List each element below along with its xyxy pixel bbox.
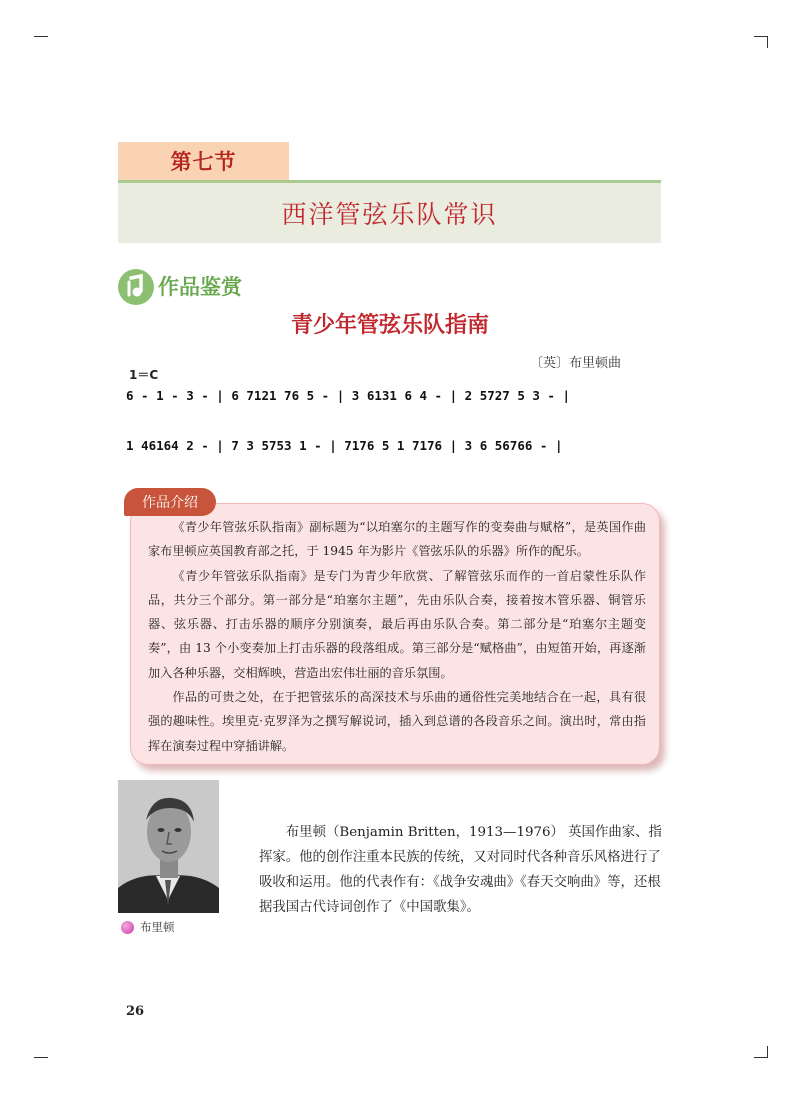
crop-mark [34, 1057, 48, 1058]
intro-tab-label: 作品介绍 [124, 488, 216, 516]
intro-paragraph: 《青少年管弦乐队指南》是专门为青少年欣赏、了解管弦乐而作的一首启蒙性乐队作品，共分三个部分。第一部分是“珀塞尔主题”，先由乐队合奏，接着按木管乐器、铜管乐器、弦乐器、打击乐器的顺序分别演奏，最后再由乐队合奏。第二部分是“珀塞尔主题变奏”，由 13 个小变奏加上打击乐器的段落组成。第三部分是“赋格曲”，由短笛开始，再逐渐加入各种乐器，交相辉映，营造出宏伟壮丽的音乐氛围。 [148, 568, 646, 680]
key-signature: 1＝C [129, 368, 159, 382]
crop-mark [754, 36, 768, 37]
intro-paragraph: 作品的可贵之处，在于把管弦乐的高深技术与乐曲的通俗性完美地结合在一起，具有很强的趣味性。埃里克·克罗泽为之撰写解说词，插入到总谱的各段音乐之间。演出时，常由指挥在演奏过程中穿插讲解。 [148, 690, 646, 753]
intro-text [148, 515, 646, 758]
bio-paragraph: 布里顿（Benjamin Britten，1913—1976） 英国作曲家、指挥家。他的创作注重本民族的传统，又对同时代各种音乐风格进行了吸收和运用。他的代表作有：《战争安魂曲》《春天交响曲》等，还根据我国古代诗词创作了《中国歌集》。 [259, 825, 662, 915]
score-line-2: 1 46164 2 - | 7 3 5753 1 - | 7176 5 1 7176 | 3 6 56766 - | [126, 438, 563, 453]
caption-bullet-icon [121, 921, 134, 934]
crop-mark [754, 1057, 768, 1058]
section-number: 第七节 [118, 142, 289, 180]
score-line-1: 6 - 1 - 3 - | 6 7121 76 5 - | 3 6131 6 4 - | 2 5727 5 3 - | [126, 388, 571, 403]
appreciation-label: 作品鉴赏 [158, 275, 242, 299]
portrait-caption: 布里顿 [140, 920, 175, 934]
composer-portrait [118, 780, 219, 913]
composer-bio [259, 820, 669, 920]
crop-mark [34, 36, 48, 37]
page-number: 26 [126, 1004, 145, 1019]
section-title-band [118, 180, 661, 243]
crop-mark [767, 36, 768, 48]
intro-paragraph: 《青少年管弦乐队指南》副标题为“以珀塞尔的主题写作的变奏曲与赋格”，是英国作曲家布里顿应英国教育部之托，于 1945 年为影片《管弦乐队的乐器》所作的配乐。 [148, 520, 646, 559]
crop-mark [767, 1046, 768, 1058]
composer-credit: 〔英〕布里顿曲 [530, 356, 622, 371]
music-note-icon [118, 269, 154, 305]
section-title: 西洋管弦乐队常识 [281, 200, 498, 229]
work-title: 青少年管弦乐队指南 [290, 312, 489, 338]
